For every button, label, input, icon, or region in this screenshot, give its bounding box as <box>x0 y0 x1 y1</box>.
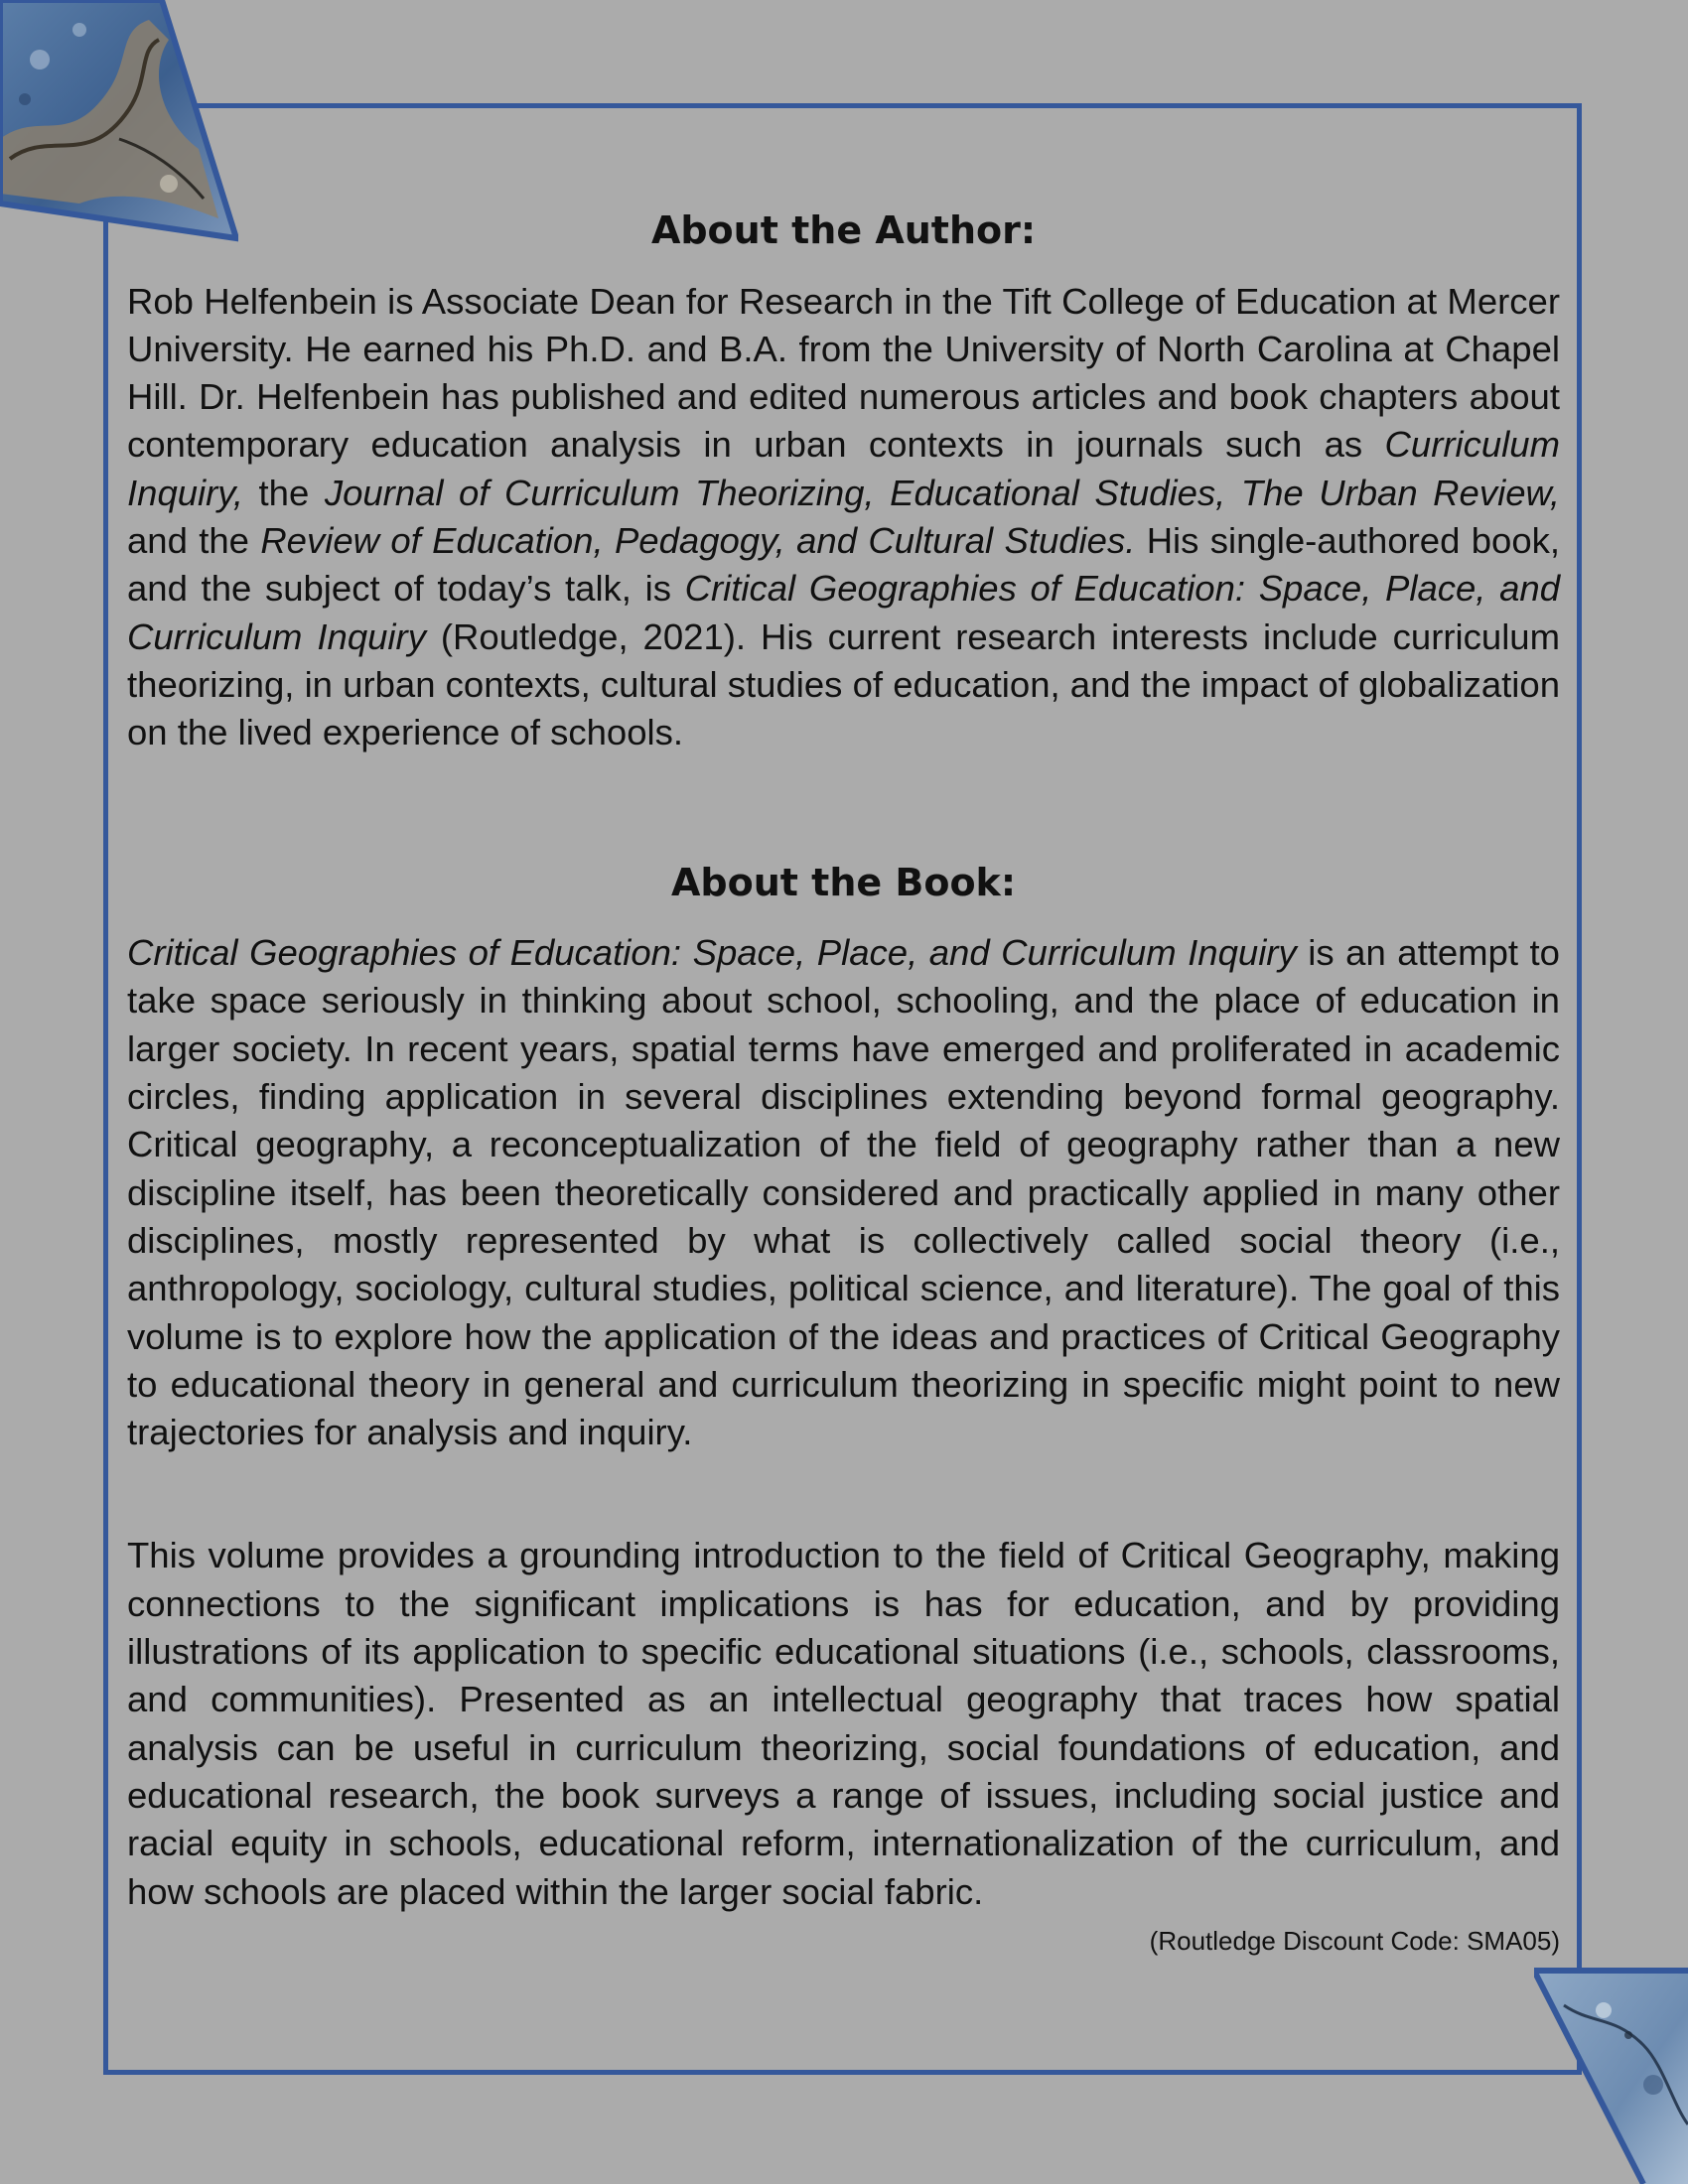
map-fragment-image <box>1534 1966 1688 2184</box>
italic-title-run: Critical Geographies of Education: Space, Place, and Curriculum Inquiry <box>127 568 1560 657</box>
book-paragraph-2 <box>127 1532 1560 1915</box>
italic-title-run: Critical Geographies of Education: Space, Place, and Curriculum Inquiry <box>127 932 1297 974</box>
italic-title-run: Curriculum Inquiry, <box>127 424 1560 513</box>
text-run: This volume provides a grounding introduction to the field of Critical Geography, making connections to the significant implications is has for education, and by providing illustrations of its application to specific educational situations (i.e., schools, classrooms, and communities). Presented as an intellectual geography that traces how spatial analysis can be useful in curriculum theorizing, social foundations of education, and educational research, the book surveys a range of issues, including social justice and racial equity in schools, educational reform, internationalization of the curriculum, and how schools are placed within the larger social fabric. <box>127 1535 1560 1912</box>
author-paragraph <box>127 278 1560 757</box>
text-run: and the <box>127 520 261 562</box>
discount-code: (Routledge Discount Code: SMA05) <box>1149 1925 1560 1956</box>
text-run: Rob Helfenbein is Associate Dean for Research in the Tift College of Education at Mercer University. He earned his Ph.D. and B.A. from the University of North Carolina at Chapel Hill. Dr. Helfenbein has published and edited numerous articles and book chapters about contemporary education analysis in urban contexts in journals such as <box>127 280 1560 466</box>
book-paragraph-1 <box>127 929 1560 1456</box>
author-heading: About the Author: <box>650 208 1037 252</box>
text-run: the <box>243 472 325 513</box>
discount-row <box>127 1926 1560 1966</box>
italic-title-run: Journal of Curriculum Theorizing, Educational Studies, The Urban Review, <box>324 472 1560 513</box>
text-run: His single-authored book, and the subject of today’s talk, is <box>127 520 1561 610</box>
italic-title-run: Review of Education, Pedagogy, and Cultural Studies. <box>260 520 1136 562</box>
text-run: (Routledge, 2021). His current research interests include curriculum theorizing, in urban contexts, cultural studies of education, and the impact of globalization on the lived experience of schools. <box>127 615 1561 753</box>
content-area <box>127 199 1560 1966</box>
text-run: is an attempt to take space seriously in thinking about school, schooling, and the place of education in larger society. In recent years, spatial terms have emerged and proliferated in academic circles, finding application in several disciplines extending beyond formal geography. Critical geography, a reconceptualization of the field of geography rather than a new discipline itself, has been theoretically considered and practically applied in many other disciplines, mostly represented by what is collectively called social theory (i.e., anthropology, sociology, cultural studies, political science, and literature). The goal of this volume is to explore how the application of the ideas and practices of Critical Geography to educational theory in general and curriculum theorizing in specific might point to new trajectories for analysis and inquiry. <box>127 932 1560 1453</box>
book-heading: About the Book: <box>670 860 1017 904</box>
